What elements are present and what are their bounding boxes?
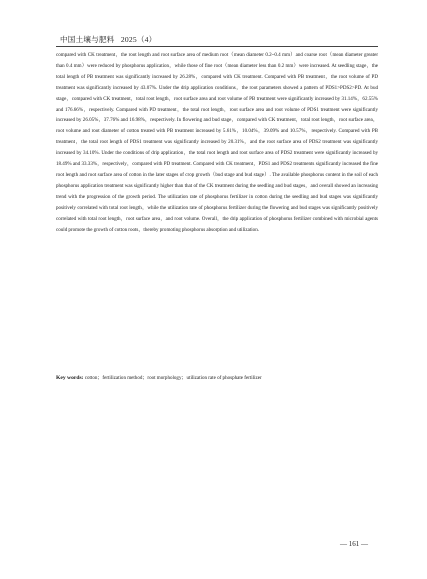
abstract-body	[56, 50, 378, 235]
page-number: — 161 —	[340, 540, 368, 548]
journal-issue: 2025（4）	[120, 35, 157, 44]
keywords-line	[56, 373, 378, 384]
abstract-paragraph: compared with CK treatment，the root length and root surface area of medium root（mean diameter 0.2~0.4 mm）and coarse root（mean diameter greater than 0.4 mm）were reduced by phosphorus application，while those of fine root（mean diameter less than 0.2 mm）were increased. At seedling stage，the total length of PB treatment was significantly increased by 26.28%，compared with CK treatment. Compared with PB treatment，the root volume of PD treatment was significantly increased by 43.07%. Under the drip application conditions，the root parameters showed a pattern of PDS1>PDS2>PD. At bud stage，compared with CK treatment，total root length，root surface area and root volume of PB treatment were significantly increased by 31.14%，62.55% and 176.66%，respectively. Compared with PD treatment，the total root length，root surface area and root volume of PDS1 treatment were significantly increased by 26.05%，37.76% and 16.98%，respectively. In flowering and bud stage，compared with CK treatment，total root length，root surface area，root volume and root diameter of cotton treated with PB treatment increased by 5.61%，10.04%，39.09% and 10.57%，respectively. Compared with PB treatment，the total root length of PDS1 treatment was significantly increased by 20.31%，and the root surface area of PDS2 treatment was significantly increased by 34.10%. Under the conditions of drip application，the total root length and root surface area of PDS2 treatment were significantly increased by 18.49% and 33.33%，respectively，compared with PD treatment. Compared with CK treatment，PDS1 and PDS2 treatments significantly increased the fine root length and root surface area of cotton in the later stages of crop growth（bud stage and bud stage）. The available phosphorus content in the soil of each phosphorus application treatment was significantly higher than that of the CK treatment during the seedling and bud stages，and overall showed an increasing trend with the progression of the growth period. The utilization rate of phosphorus fertilizer in cotton during the seedling and bud stages was significantly positively correlated with total root length，while the utilization rate of phosphorus fertilizer during the flowering and bud stages was significantly positively correlated with total root length，root surface area，and root volume. Overall，the drip application of phosphorus fertilizer combined with microbial agents could promote the growth of cotton roots，thereby promoting phosphorus absorption and utilization.	[56, 52, 378, 233]
keywords-text: cotton；fertilization method；root morphology；utilization rate of phosphate fertilizer	[84, 375, 262, 381]
running-header	[60, 34, 156, 45]
keywords-label: Key words:	[56, 375, 84, 381]
journal-title: 中国土壤与肥料	[60, 35, 115, 44]
header-divider	[56, 46, 378, 47]
